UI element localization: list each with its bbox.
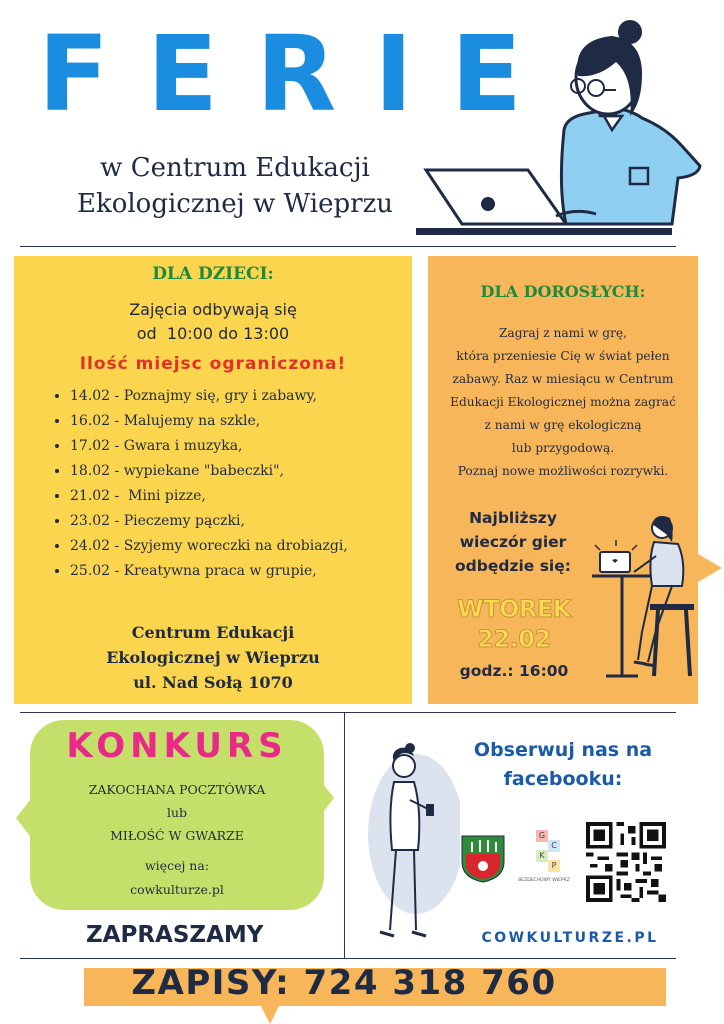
gckp-letter: C xyxy=(548,840,560,852)
adults-panel xyxy=(428,256,698,704)
list-item: • 18.02 - wypiekane "babeczki", xyxy=(70,459,348,484)
facebook-heading-line: facebooku: xyxy=(503,768,623,790)
contest-card xyxy=(30,720,324,910)
contest-title: KONKURS xyxy=(66,726,288,766)
gckp-letter: P xyxy=(548,860,560,872)
kids-hours-line: Zajęcia odbywają się xyxy=(129,300,297,319)
contest-line: lub xyxy=(166,805,188,820)
woman-at-table-illustration xyxy=(586,512,696,684)
text-line: Edukacji Ekologicznej można zagrać xyxy=(450,395,676,409)
kids-hours xyxy=(14,298,412,346)
text-line: lub przygodową. xyxy=(511,441,615,455)
text-line: która przeniesie Cię w świat pełen xyxy=(456,349,670,363)
next-line: wieczór gier xyxy=(459,533,567,551)
contest-more-label: więcej na: xyxy=(144,858,210,873)
list-item: • 14.02 - Poznajmy się, gry i zabawy, xyxy=(70,384,348,409)
website-link[interactable]: COWKULTURZE.PL xyxy=(481,930,659,946)
gckp-letter: G xyxy=(536,830,548,842)
kids-activity-list xyxy=(44,384,348,584)
qr-code[interactable] xyxy=(586,822,666,902)
header-divider xyxy=(20,246,676,247)
contest-line: MIŁOŚĆ W GWARZE xyxy=(110,828,244,843)
woman-with-laptop-illustration xyxy=(416,18,706,240)
kids-heading: DLA DZIECI: xyxy=(152,264,274,284)
list-item: • 17.02 - Gwara i muzyka, xyxy=(70,434,348,459)
facebook-heading-line: Obserwuj nas na xyxy=(473,739,653,761)
list-item: • 23.02 - Pieczemy pączki, xyxy=(70,509,348,534)
game-night-time: godz.: 16:00 xyxy=(459,662,569,680)
list-item: • 16.02 - Malujemy na szkle, xyxy=(70,409,348,434)
address-line: Centrum Edukacji xyxy=(131,623,295,642)
address-line: Ekologicznej w Wieprzu xyxy=(106,648,320,667)
next-line: odbędzie się: xyxy=(455,557,571,575)
gckp-caption: BEZDECHOWY WIEPRZ xyxy=(518,878,570,883)
kids-hours-line: od 10:00 do 13:00 xyxy=(136,324,290,343)
list-item: • 24.02 - Szyjemy woreczki na drobiazgi, xyxy=(70,534,348,559)
adults-panel-arrow xyxy=(698,554,722,582)
list-item: • 25.02 - Kreatywna praca w grupie, xyxy=(70,559,348,584)
facebook-heading xyxy=(446,736,680,794)
next-game-night xyxy=(448,506,578,578)
contest-more-link[interactable]: cowkulturze.pl xyxy=(130,882,224,897)
game-night-date-value: 22.02 xyxy=(477,625,551,653)
game-night-day: WTOREK xyxy=(457,595,571,623)
contest-description xyxy=(30,778,324,847)
kids-address xyxy=(14,620,412,695)
gckp-letter: K xyxy=(536,850,548,862)
woman-with-phone-illustration xyxy=(360,740,460,940)
address-line: ul. Nad Sołą 1070 xyxy=(133,673,293,692)
section-divider xyxy=(20,712,676,713)
next-line: Najbliższy xyxy=(469,509,557,527)
text-line: z nami w grę ekologiczną xyxy=(484,418,642,432)
contest-more-info xyxy=(30,854,324,902)
game-night-date xyxy=(440,594,588,654)
contest-line: ZAKOCHANA POCZTÓWKA xyxy=(88,782,266,797)
invite-text: ZAPRASZAMY xyxy=(86,922,264,948)
bottom-divider xyxy=(20,958,676,959)
municipal-crest-logo xyxy=(460,834,506,884)
text-line: zabawy. Raz w miesiącu w Centrum xyxy=(452,372,674,386)
subtitle-line: w Centrum Edukacji xyxy=(100,153,370,183)
text-line: Poznaj nowe możliwości rozrywki. xyxy=(457,464,669,478)
contest-notch-left xyxy=(16,800,30,836)
list-item: • 21.02 - Mini pizze, xyxy=(70,484,348,509)
subtitle-line: Ekologicznej w Wieprzu xyxy=(76,189,394,219)
signup-phone[interactable]: ZAPISY: 724 318 760 xyxy=(131,963,557,1003)
signup-bar-pointer xyxy=(260,1004,280,1024)
kids-limit-notice: Ilość miejsc ograniczona! xyxy=(79,354,347,374)
page-title: FERIE xyxy=(38,13,560,135)
kids-panel xyxy=(14,256,412,704)
gckp-logo xyxy=(526,830,566,874)
adults-heading: DLA DOROSŁYCH: xyxy=(480,282,646,301)
page-subtitle xyxy=(40,150,430,222)
adults-description xyxy=(434,322,692,483)
vertical-divider xyxy=(344,712,345,958)
text-line: Zagraj z nami w grę, xyxy=(498,326,628,340)
